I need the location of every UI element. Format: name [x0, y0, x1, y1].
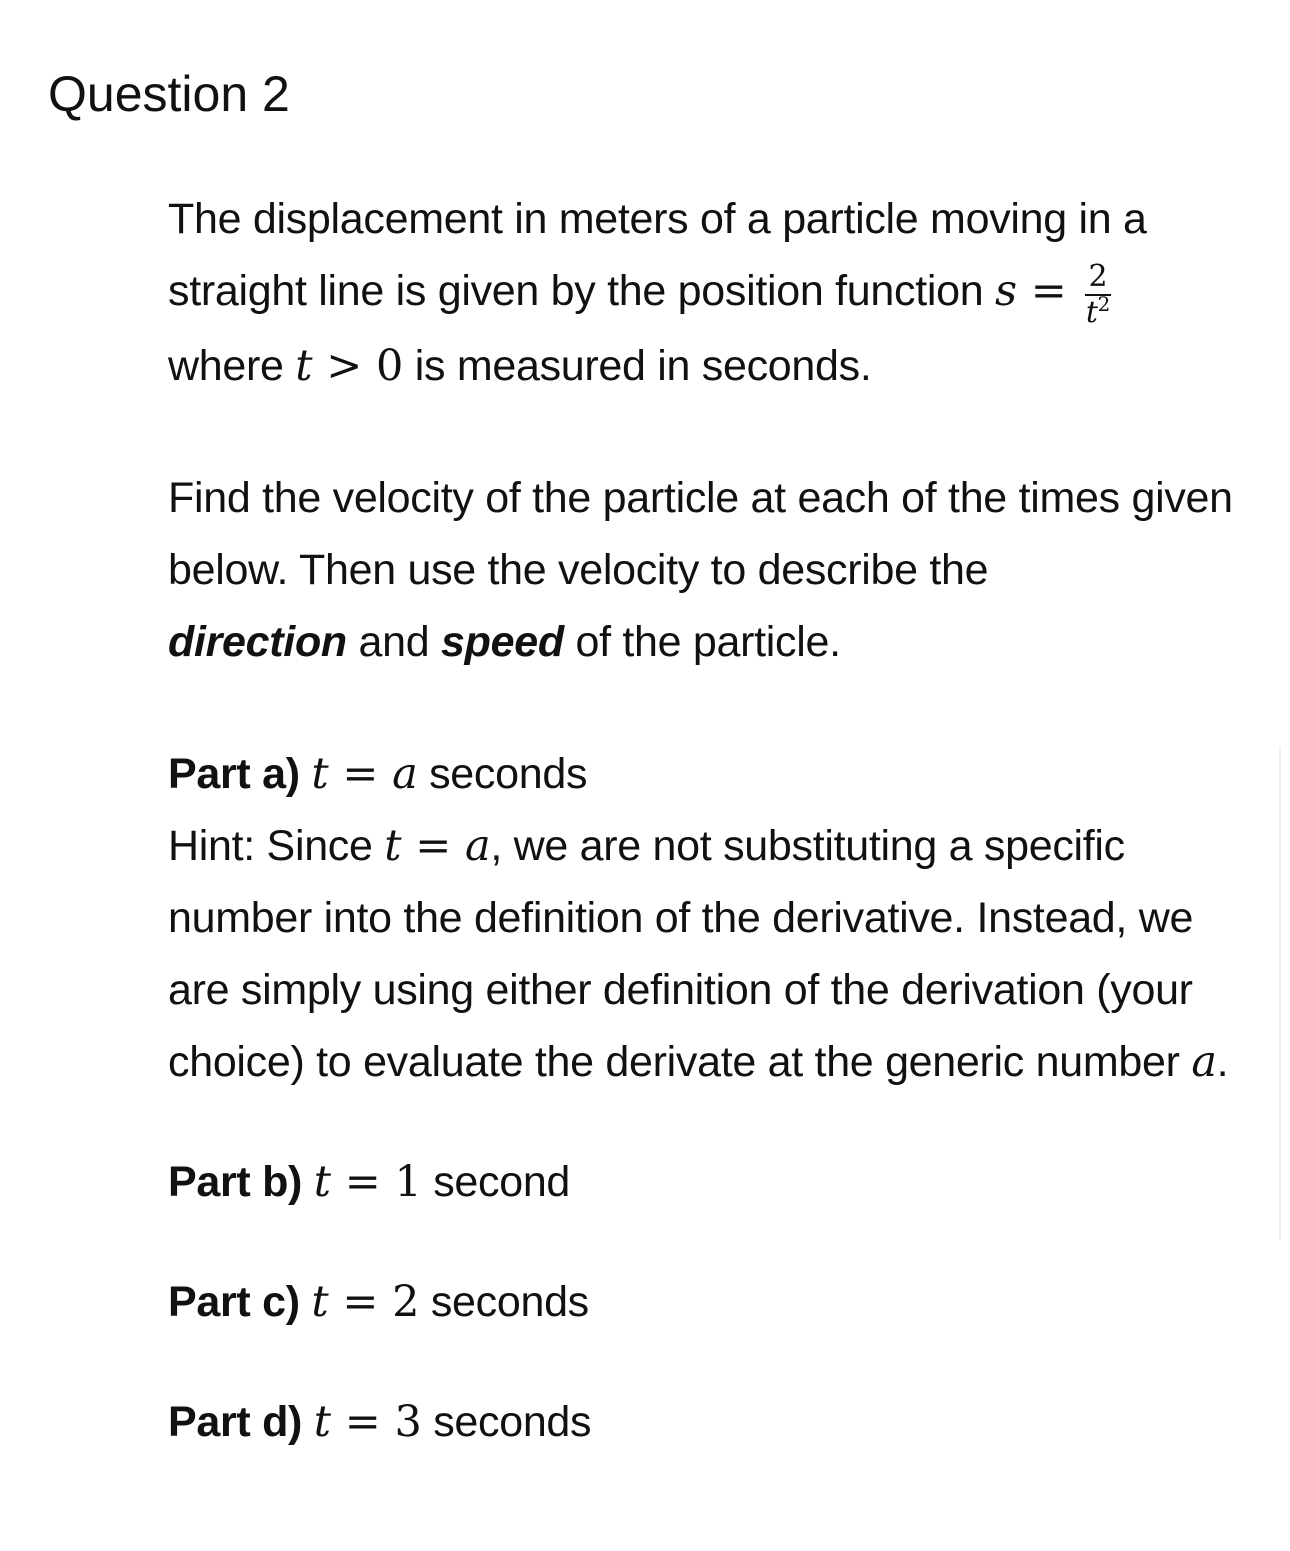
hint-middle: , we are not substituting a specific number into the definition of the derivative. Instead, we are simply using either definition of the derivation (your choice) to evaluate the derivate at the generic number — [168, 821, 1194, 1086]
part-c-var: t — [311, 1276, 329, 1327]
denominator-var: t — [1085, 294, 1098, 330]
and-word: and — [358, 617, 430, 666]
where-word: where — [168, 341, 284, 390]
intro-paragraph — [168, 183, 1248, 402]
direction-word: direction — [168, 617, 347, 666]
question-body — [168, 183, 1248, 1458]
question-title: Question 2 — [48, 66, 290, 122]
part-b-unit: second — [433, 1157, 571, 1206]
part-a-var: t — [311, 748, 329, 799]
part-b-value: 1 — [394, 1156, 422, 1207]
hint-prefix: Hint: Since — [168, 821, 373, 870]
part-c-label: Part c) — [168, 1277, 300, 1326]
part-d-label: Part d) — [168, 1397, 303, 1446]
condition-var: t — [295, 340, 313, 391]
part-b-rel: = — [344, 1156, 381, 1207]
hint-value: a — [465, 820, 491, 871]
hint-var: t — [384, 820, 402, 871]
part-c-rel: = — [342, 1276, 379, 1327]
condition-value: 0 — [376, 340, 404, 391]
intro-tail: is measured in seconds. — [414, 341, 872, 390]
intro-sentence: The displacement in meters of a particle moving in a straight line is given by the position function — [168, 195, 1147, 315]
part-a-label: Part a) — [168, 749, 300, 798]
part-a-rel: = — [342, 748, 379, 799]
part-d-var: t — [313, 1396, 331, 1447]
part-a-value: a — [392, 748, 418, 799]
part-c-value: 2 — [392, 1276, 420, 1327]
part-b-var: t — [313, 1156, 331, 1207]
part-d-value: 3 — [394, 1396, 422, 1447]
condition-relation: > — [326, 340, 362, 391]
part-b — [168, 1146, 1248, 1218]
hint-end-var: a — [1191, 1036, 1217, 1087]
scrollbar-track[interactable] — [1279, 746, 1281, 1240]
part-c — [168, 1266, 1248, 1338]
part-d — [168, 1386, 1248, 1458]
part-a-unit: seconds — [429, 749, 588, 798]
part-a — [168, 738, 1248, 810]
hint-period: . — [1216, 1037, 1229, 1086]
position-fraction — [1085, 260, 1112, 330]
hint-paragraph — [168, 810, 1248, 1098]
task-line: Find the velocity of the particle at each of the times given below. Then use the velocity to describe the — [168, 473, 1233, 594]
equals-sign: = — [1030, 266, 1067, 316]
hint-rel: = — [415, 820, 451, 871]
denominator-exponent: 2 — [1097, 291, 1111, 316]
task-paragraph — [168, 462, 1248, 678]
task-end: of the particle. — [575, 617, 841, 666]
fraction-numerator: 2 — [1085, 260, 1112, 296]
part-c-unit: seconds — [430, 1277, 589, 1326]
position-var: s — [995, 266, 1017, 316]
part-b-label: Part b) — [168, 1157, 303, 1206]
part-d-unit: seconds — [433, 1397, 592, 1446]
fraction-denominator — [1085, 291, 1112, 330]
part-d-rel: = — [344, 1396, 381, 1447]
speed-word: speed — [441, 617, 564, 666]
